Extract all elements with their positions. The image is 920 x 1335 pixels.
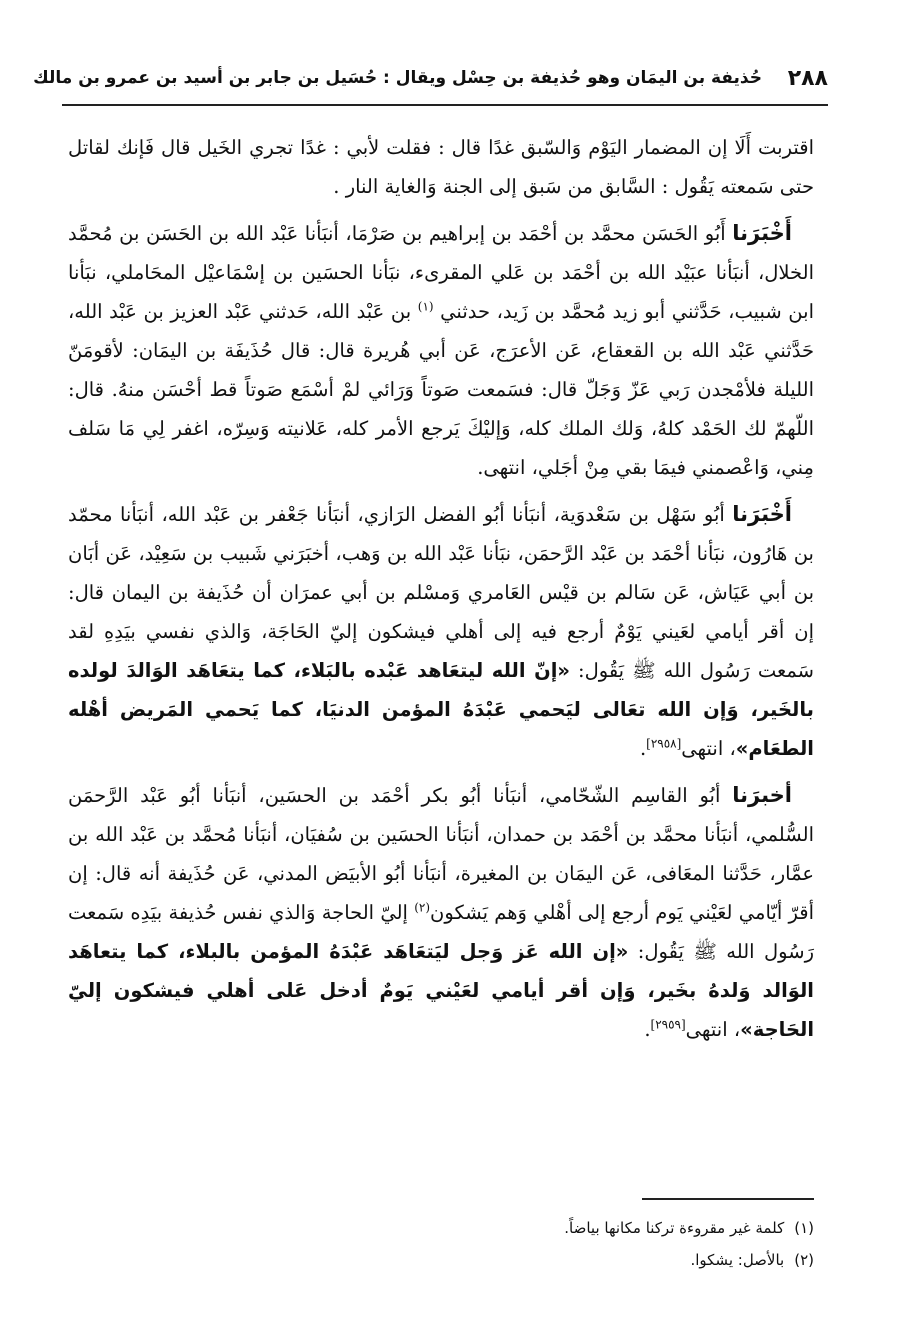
paragraph-3-end: ، انتهى — [681, 737, 736, 760]
hadith-number-2959: [٢٩٥٩] — [650, 1017, 686, 1032]
paragraph-3-text: أبُو سَهْل بن سَعْدوَية، أنبَأنا أبُو الفضل الرَازي، أنبَأنا جَعْفر بن عَبْد الله، أنبَأنا محمّد بن هَارُون، نبَأنا أحْمَد بن عَبْد الرَّحمَن، نبَأنا عَبْد الله بن وَهب، أخبَرَني شَبيب بن سَعِيْد، عَن أبَان بن أبي عَيَاش، عَن سَالم بن قيْس العَامري وَمسْلم بن أبي عمرَان أن حُذَيفة بن اليمان قال: إن أقر أيامي لعَيني يَوْمٌ أرجع فيه إلى أهلي فيشكون إليّ الحَاجَة، وَالذي نفسي بيَدِهِ لقد سَمعت رَسُول الله ﷺ يَقُول: — [68, 503, 814, 682]
running-head: حُذيفة بن اليمَان وهو حُذيفة بن حِسْل ويقال : حُسَيل بن جابر بن أسيد بن عمرو بن مالك — [33, 68, 762, 88]
footnote-rule — [642, 1198, 814, 1200]
paragraph-4-hadith-quote: «إن الله عَز وَجل ليَتعَاهَد عَبْدَهُ المؤمن بالبلاء، كما يتعاهَد الوَالد وَلدهُ بخَير، وَإن أقر أيامي لعَيْني يَومٌ أدخل عَلى أهلي فيشكون إليّ الحَاجة» — [68, 940, 814, 1041]
paragraph-4-text-2: إليّ الحاجة وَالذي نفس حُذيفة بيَدِه سَمعت رَسُول الله ﷺ يَقُول: — [68, 901, 814, 963]
paragraph-3-lead: أَخْبَرَنا — [732, 502, 792, 526]
paragraph-4 — [68, 776, 814, 1049]
footnote-ref-1: (١) — [417, 299, 434, 314]
paragraph-4-dot: . — [644, 1018, 651, 1041]
main-text — [68, 128, 814, 1057]
header-rule — [62, 104, 828, 106]
paragraph-3-hadith-quote: «إنّ الله ليتعَاهد عَبْده بالبَلاء، كما يتعَاهَد الوَالدَ لولده بالخَير، وَإن الله تعَالى ليَحمي عَبْدَهُ المؤمن الدنيَا، كما يَحمي المَريض أهْله الطعَام» — [68, 659, 814, 760]
paragraph-2 — [68, 214, 814, 487]
footnote-1 — [68, 1212, 814, 1244]
paragraph-4-end: ، انتهى — [685, 1018, 741, 1041]
footnote-2 — [68, 1244, 814, 1276]
footnote-ref-2: (٢) — [414, 900, 431, 915]
paragraph-3 — [68, 495, 814, 768]
footnote-1-number: (١) — [794, 1219, 814, 1237]
page-header — [33, 62, 828, 98]
footnote-2-number: (٢) — [794, 1251, 814, 1269]
footnotes — [68, 1212, 814, 1276]
footnote-1-text: كلمة غير مقروءة تركنا مكانها بياضاً. — [564, 1219, 785, 1237]
page-number: ٢٨٨ — [787, 66, 828, 91]
paragraph-4-lead: أخبرَنا — [732, 783, 792, 807]
paragraph-4-text: أبُو القاسِم الشّحّامي، أنبَأنا أبُو بكر أحْمَد بن الحسَين، أنبَأنا أبُو عَبْد الرَّحمَن السُّلمي، أنبَأنا محمَّد بن أحْمَد بن حمدان، أنبَأنا الحسَين بن سُفيَان، أنبَأنا مُحمَّد بن عَبْد الله بن عمَّار، حَدَّثنا المعَافى، عَن اليمَان بن المغيرة، أنبَأنا أبُو الأبيَض المدني، عَن حُذَيفة أنه قال: إن أقرّ أيّامي لعَيْني يَوم أرجع إلى أهْلي وَهم يَشكون — [68, 784, 814, 924]
paragraph-2-lead: أَخْبَرَنا — [732, 221, 792, 245]
paragraph-1: اقتربت أَلَا إن المضمار اليَوْم وَالسّبق غدًا قال : فقلت لأبي : غدًا تجري الخَيل قال فَإنك لقاتل حتى سَمعته يَقُول : السَّابق من سَبق إلى الجنة وَالغاية النار . — [68, 136, 814, 198]
footnote-2-text: بالأصل: يشكوا. — [690, 1251, 785, 1269]
hadith-number-2958: [٢٩٥٨] — [646, 736, 682, 751]
paragraph-2-text-a: أَبُو الحَسَن محمَّد بن أحْمَد بن إبراهيم بن صَرْمَا، أنبَأنا عَبْد الله بن الحَسَن بن مُحمَّد الخلال، أنبَأنا عبَيْد الله بن أحْمَد بن عَلي المقرىء، نبَأنا الحسَين بن إسْمَاعيْل المحَاملي، نبَأنا ابن شبيب، حَدَّثني أبو زيد مُحمَّد بن زَيد، حدثني — [68, 222, 814, 323]
paragraph-2-text-b: بن عَبْد الله، حَدثني عَبْد العزيز بن عَبْد الله، حَدَّثني عَبْد الله بن القعقاع، عَن الأعرَج، عَن أبي هُريرة قال: قال حُذَيفَة بن اليمَان: لأقومَنّ الليلة فلأمْجدن رَبي عَزّ وَجَلّ قال: فسَمعت صَوتاً وَرَائي لمْ أسْمَع صَوتاً قط أحْسَن منهُ. قال: اللّهمّ لك الحَمْد كلهُ، وَلك الملك كله، وَإليْكَ يَرجع الأمر كله، عَلانيته وَسِرّه، اغفر لِي مَا سَلف مِني، وَاعْصمني فيمَا بقي مِنْ أجَلي، انتهى. — [68, 300, 814, 479]
paragraph-3-dot: . — [639, 737, 647, 760]
